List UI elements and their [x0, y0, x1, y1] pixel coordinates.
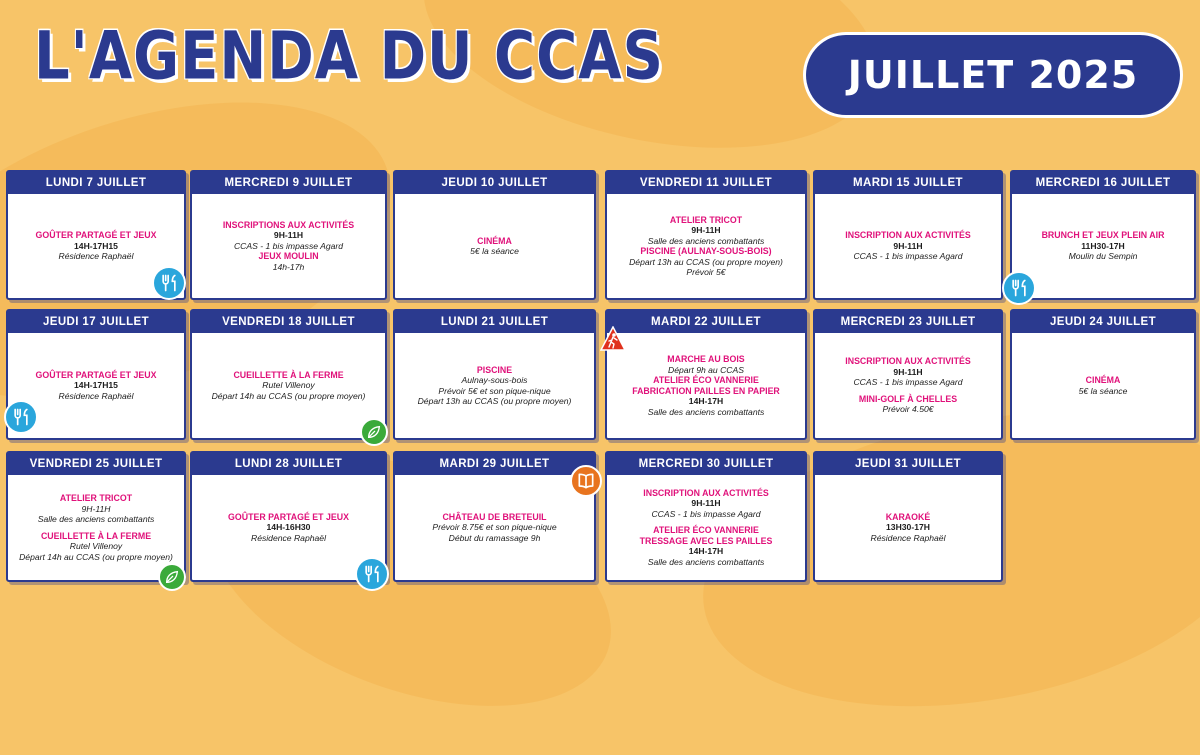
day-card	[393, 451, 596, 582]
day-card-date: MARDI 22 JUILLET	[607, 311, 805, 333]
food-icon	[1002, 271, 1036, 305]
day-card	[605, 170, 807, 300]
day-card-body	[1012, 333, 1194, 438]
day-card	[605, 451, 807, 582]
day-card	[1010, 170, 1196, 300]
day-card-date: MERCREDI 9 JUILLET	[192, 172, 385, 194]
activity-time: 13H30-17H	[886, 522, 930, 533]
activity-title: INSCRIPTIONS AUX ACTIVITÉS	[222, 219, 355, 230]
book-icon	[570, 465, 602, 497]
day-card-date: MARDI 15 JUILLET	[815, 172, 1001, 194]
day-card-body	[192, 333, 385, 438]
day-card-body	[395, 194, 594, 298]
activity-detail: Départ 13h au CCAS (ou propre moyen)	[417, 396, 572, 406]
day-card	[190, 170, 387, 300]
activity-detail: Départ 14h au CCAS (ou propre moyen)	[19, 551, 173, 562]
day-card	[605, 309, 807, 440]
activity-detail: CCAS - 1 bis impasse Agard	[651, 508, 761, 519]
activity-detail: 9H-11H	[81, 503, 111, 514]
activity-detail: Moulin du Sempin	[1068, 251, 1138, 262]
activity-title: CUEILLETTE À LA FERME	[233, 369, 344, 380]
activity-detail: Prévoir 8.75€ et son pique-nique	[432, 522, 557, 533]
day-card	[393, 170, 596, 300]
activity-detail: Salle des anciens combattants	[647, 406, 765, 417]
day-card-body	[395, 475, 594, 580]
activity-title: TRESSAGE AVEC LES PAILLES	[639, 535, 773, 546]
day-card	[190, 451, 387, 582]
activity-time: 14H-16H30	[266, 522, 311, 533]
day-card-body	[815, 475, 1001, 580]
activity-detail: Résidence Raphaël	[58, 390, 134, 401]
day-card	[190, 309, 387, 440]
food-icon	[355, 557, 389, 591]
day-card-date: JEUDI 31 JUILLET	[815, 453, 1001, 475]
day-card-date: VENDREDI 18 JUILLET	[192, 311, 385, 333]
activity-title: ATELIER TRICOT	[59, 493, 133, 503]
activity-title: KARAOKÉ	[885, 511, 931, 522]
activity-detail: Départ 14h au CCAS (ou propre moyen)	[211, 390, 366, 401]
food-icon	[152, 266, 186, 300]
day-card	[813, 451, 1003, 582]
day-card-date: LUNDI 28 JUILLET	[192, 453, 385, 475]
activity-detail: Salle des anciens combattants	[37, 514, 155, 524]
activity-detail: CCAS - 1 bis impasse Agard	[853, 377, 963, 388]
day-card-body	[1012, 194, 1194, 298]
day-card-date: JEUDI 10 JUILLET	[395, 172, 594, 194]
activity-detail: Résidence Raphaël	[250, 532, 326, 543]
activity-title: INSCRIPTION AUX ACTIVITÉS	[845, 230, 971, 241]
activity-title: JEUX MOULIN	[258, 251, 319, 262]
activity-detail: Rutel Villenoy	[69, 541, 123, 551]
month-label: JUILLET 2025	[847, 53, 1139, 97]
activity-time: 9H-11H	[691, 225, 721, 235]
activity-title: INSCRIPTION AUX ACTIVITÉS	[643, 487, 769, 498]
activity-title: ATELIER TRICOT	[669, 214, 743, 225]
activity-title: CINÉMA	[1085, 375, 1121, 385]
day-card-date: VENDREDI 11 JUILLET	[607, 172, 805, 194]
activity-detail: Prévoir 5€ et son pique-nique	[438, 385, 551, 396]
day-card-body	[815, 333, 1001, 438]
day-card-body	[192, 194, 385, 298]
activity-time: 9H-11H	[691, 498, 721, 509]
day-card	[1010, 309, 1196, 440]
day-card-body	[395, 333, 594, 438]
activity-title: GOÛTER PARTAGÉ ET JEUX	[35, 230, 157, 241]
activity-title: ATELIER ÉCO VANNERIE	[653, 375, 759, 385]
day-card-date: LUNDI 7 JUILLET	[8, 172, 184, 194]
day-card-date: JEUDI 24 JUILLET	[1012, 311, 1194, 333]
activity-detail: 5€ la séance	[470, 246, 519, 256]
activity-title: PISCINE	[476, 364, 513, 375]
activity-detail: Rutel Villenoy	[262, 380, 315, 391]
activity-detail: Aulnay-sous-bois	[461, 375, 528, 385]
activity-title: FABRICATION PAILLES EN PAPIER	[632, 385, 780, 396]
activity-title: CUEILLETTE À LA FERME	[40, 530, 152, 541]
day-card-date: VENDREDI 25 JUILLET	[8, 453, 184, 475]
day-card-date: JEUDI 17 JUILLET	[8, 311, 184, 333]
day-card	[813, 170, 1003, 300]
activity-time: 14H-17H15	[74, 240, 118, 251]
activity-detail: Départ 13h au CCAS (ou propre moyen)	[629, 256, 783, 267]
activity-title: CHÂTEAU DE BRETEUIL	[442, 511, 547, 522]
leaf-icon	[158, 563, 186, 591]
activity-detail: Prévoir 5€	[686, 267, 726, 277]
food-icon	[4, 400, 38, 434]
day-card-body	[607, 194, 805, 298]
activity-detail: Début du ramassage 9h	[448, 532, 541, 543]
activity-time: 9H-11H	[893, 366, 923, 377]
activity-detail: 14h-17h	[272, 261, 305, 272]
activity-detail: Départ 9h au CCAS	[668, 364, 744, 375]
activity-title: INSCRIPTION AUX ACTIVITÉS	[845, 356, 971, 367]
activity-title: MARCHE AU BOIS	[667, 354, 745, 364]
day-card-body	[815, 194, 1001, 298]
activity-time: 9H-11H	[893, 240, 923, 251]
activity-time: 11H30-17H	[1081, 240, 1125, 251]
activity-detail: Salle des anciens combattants	[647, 556, 765, 567]
activity-title: PISCINE (AULNAY-SOUS-BOIS)	[640, 246, 772, 256]
leaf-icon	[360, 418, 388, 446]
activity-detail: Prévoir 4.50€	[882, 404, 934, 415]
day-card-body	[607, 333, 805, 438]
day-card-date: MERCREDI 16 JUILLET	[1012, 172, 1194, 194]
activity-title: MINI-GOLF À CHELLES	[858, 393, 958, 404]
day-card-body	[192, 475, 385, 580]
activity-time: 14H-17H15	[74, 380, 118, 391]
activity-title: BRUNCH ET JEUX PLEIN AIR	[1041, 230, 1165, 241]
day-card-body	[607, 475, 805, 580]
day-card-date: MERCREDI 23 JUILLET	[815, 311, 1001, 333]
activity-detail: Salle des anciens combattants	[647, 235, 765, 246]
activity-detail: Résidence Raphaël	[870, 532, 946, 543]
day-card-body	[8, 475, 184, 580]
day-card-date: LUNDI 21 JUILLET	[395, 311, 594, 333]
day-card-date: MARDI 29 JUILLET	[395, 453, 594, 475]
activity-detail: 5€ la séance	[1078, 385, 1128, 396]
activity-title: GOÛTER PARTAGÉ ET JEUX	[228, 511, 349, 522]
activity-time: 14H-17H	[688, 546, 724, 557]
activity-detail: Résidence Raphaël	[58, 251, 134, 262]
day-card-date: MERCREDI 30 JUILLET	[607, 453, 805, 475]
activity-detail: CCAS - 1 bis impasse Agard	[853, 251, 963, 262]
activity-time: 14H-17H	[688, 396, 724, 406]
month-badge	[806, 35, 1180, 115]
activity-title: CINÉMA	[477, 235, 512, 246]
activity-detail: CCAS - 1 bis impasse Agard	[233, 240, 344, 251]
day-card	[6, 451, 186, 582]
activity-title: GOÛTER PARTAGÉ ET JEUX	[35, 369, 157, 380]
page-title: L'AGENDA DU CCAS	[34, 18, 664, 95]
day-card	[393, 309, 596, 440]
hiking-icon	[600, 326, 626, 352]
day-card	[813, 309, 1003, 440]
activity-time: 9H-11H	[273, 230, 304, 241]
activity-title: ATELIER ÉCO VANNERIE	[653, 525, 759, 536]
